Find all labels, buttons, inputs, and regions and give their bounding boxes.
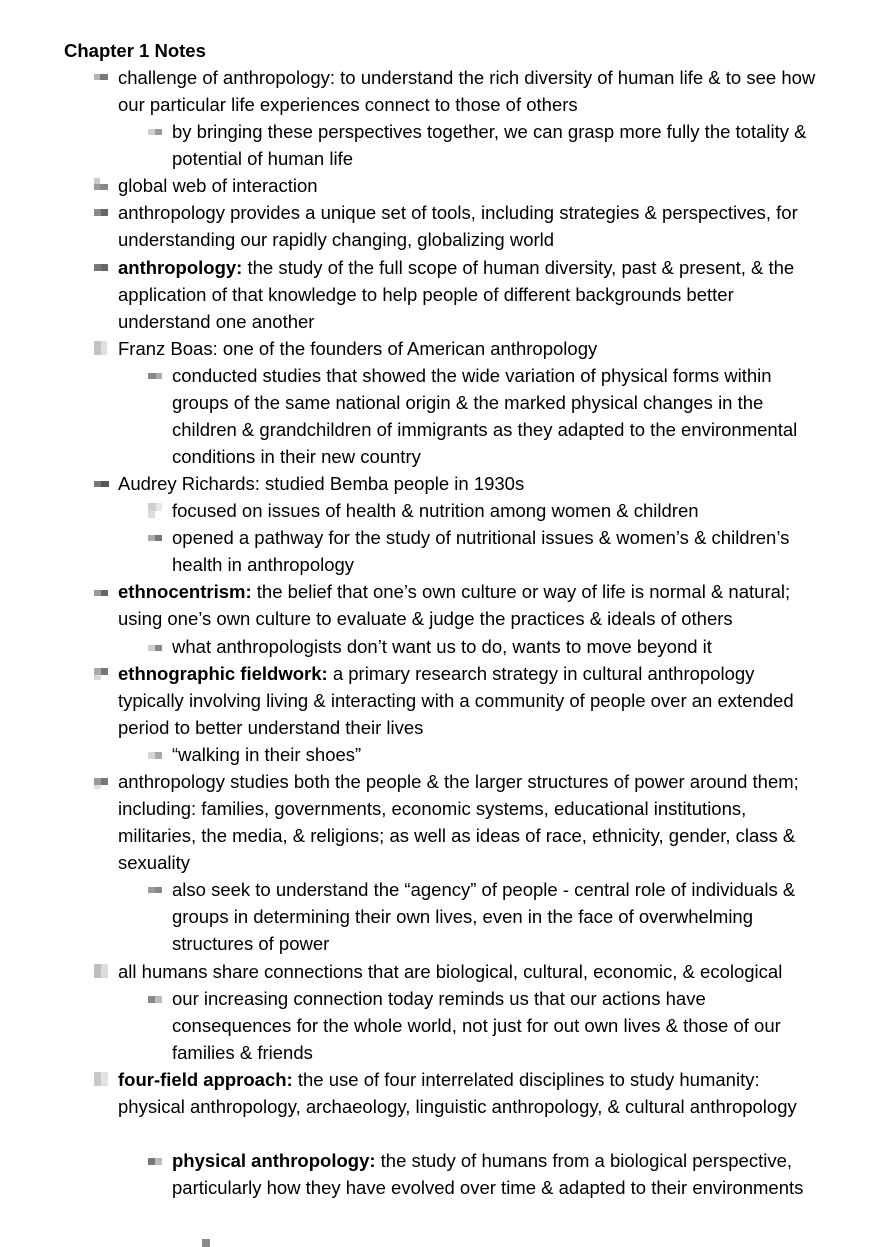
bullet-icon — [94, 584, 110, 600]
bullet-icon — [94, 1072, 110, 1088]
list-item-text: the study of humans from a biological perspective, particularly how they have evolved over time & adapted to their environments — [172, 1150, 804, 1198]
page-title: Chapter 1 Notes — [64, 40, 206, 61]
list-item-text: also seek to understand the “agency” of people - central role of individuals & groups in determining their own lives, even in the face of overwhelming structures of power — [172, 879, 796, 954]
list-item — [172, 497, 822, 524]
list-item — [172, 118, 822, 172]
list-item-text: “walking in their shoes” — [172, 744, 362, 765]
list-item-text: challenge of anthropology: to understand the rich diversity of human life & to see how our particular life experiences connect to those of others — [118, 67, 816, 115]
list-item-text: anthropology provides a unique set of tools, including strategies & perspectives, for understanding our rapidly changing, globalizing world — [118, 202, 798, 250]
list-item — [118, 470, 823, 497]
bullet-icon — [148, 368, 164, 384]
bullet-icon — [148, 124, 164, 140]
bullet-icon — [148, 747, 164, 763]
term-label: anthropology: — [118, 257, 243, 278]
list-item — [118, 768, 823, 876]
list-item-text: the use of four interrelated disciplines to study humanity: physical anthropology, archaeology, linguistic anthropology, & cultural anthropology — [118, 1069, 797, 1117]
bullet-icon — [202, 1239, 210, 1247]
bullet-icon — [148, 882, 164, 898]
list-item-text: all humans share connections that are biological, cultural, economic, & ecological — [118, 961, 783, 982]
list-item — [118, 958, 823, 985]
term-label: four-field approach: — [118, 1069, 293, 1090]
list-item-text: our increasing connection today reminds us that our actions have consequences for the whole world, not just for out own lives & those of our families & friends — [172, 988, 781, 1063]
list-item-text: Audrey Richards: studied Bemba people in 1930s — [118, 473, 525, 494]
list-item — [172, 876, 822, 957]
list-item — [118, 335, 823, 362]
bullet-icon — [94, 260, 110, 276]
term-label: physical anthropology: — [172, 1150, 376, 1171]
bullet-icon — [94, 666, 110, 682]
bullet-icon — [94, 205, 110, 221]
list-item — [172, 524, 822, 578]
bullet-icon — [94, 774, 110, 790]
list-item-text: by bringing these perspectives together, we can grasp more fully the totality & potential of human life — [172, 121, 807, 169]
list-item — [118, 660, 823, 741]
list-item — [118, 1066, 823, 1120]
list-item-text: a primary research strategy in cultural anthropology typically involving living & interacting with a community of people over an extended period to better understand their lives — [118, 663, 794, 738]
term-label: ethnocentrism: — [118, 581, 252, 602]
bullet-icon — [94, 476, 110, 492]
list-item-text: what anthropologists don’t want us to do, wants to move beyond it — [172, 636, 712, 657]
bullet-icon — [94, 964, 110, 980]
list-item — [172, 985, 822, 1066]
list-item — [172, 1147, 822, 1201]
list-item-text: the belief that one’s own culture or way of life is normal & natural; using one’s own culture to evaluate & judge the practices & ideals of others — [118, 581, 791, 629]
list-item — [118, 254, 823, 335]
bullet-icon — [94, 70, 110, 86]
list-item — [118, 578, 823, 632]
bullet-icon — [148, 991, 164, 1007]
list-item-text: focused on issues of health & nutrition among women & children — [172, 500, 699, 521]
bullet-icon — [148, 530, 164, 546]
bullet-icon — [148, 503, 164, 519]
list-item — [118, 199, 823, 253]
list-item-text: anthropology studies both the people & the larger structures of power around them; including: families, governments, economic systems, educational institutions, militaries, the media, & religions; as well as ideas of race, ethnicity, gender, class & sexuality — [118, 771, 799, 873]
list-item — [172, 633, 822, 660]
list-item-text: global web of interaction — [118, 175, 318, 196]
bullet-icon — [148, 1153, 164, 1169]
list-item — [172, 741, 822, 768]
list-item — [172, 362, 822, 470]
bullet-icon — [94, 341, 110, 357]
list-item — [118, 172, 823, 199]
term-label: ethnographic fieldwork: — [118, 663, 328, 684]
list-item-text: conducted studies that showed the wide variation of physical forms within groups of the same national origin & the marked physical changes in the children & grandchildren of immigrants as they adapted to the environmental conditions in their new country — [172, 365, 798, 467]
bullet-icon — [94, 178, 110, 194]
bullet-icon — [148, 639, 164, 655]
list-item-text: Franz Boas: one of the founders of American anthropology — [118, 338, 598, 359]
list-item-text: the study of the full scope of human diversity, past & present, & the application of that knowledge to help people of different backgrounds better understand one another — [118, 257, 795, 332]
list-item — [118, 64, 823, 118]
list-item-text: opened a pathway for the study of nutritional issues & women’s & children’s health in anthropology — [172, 527, 790, 575]
